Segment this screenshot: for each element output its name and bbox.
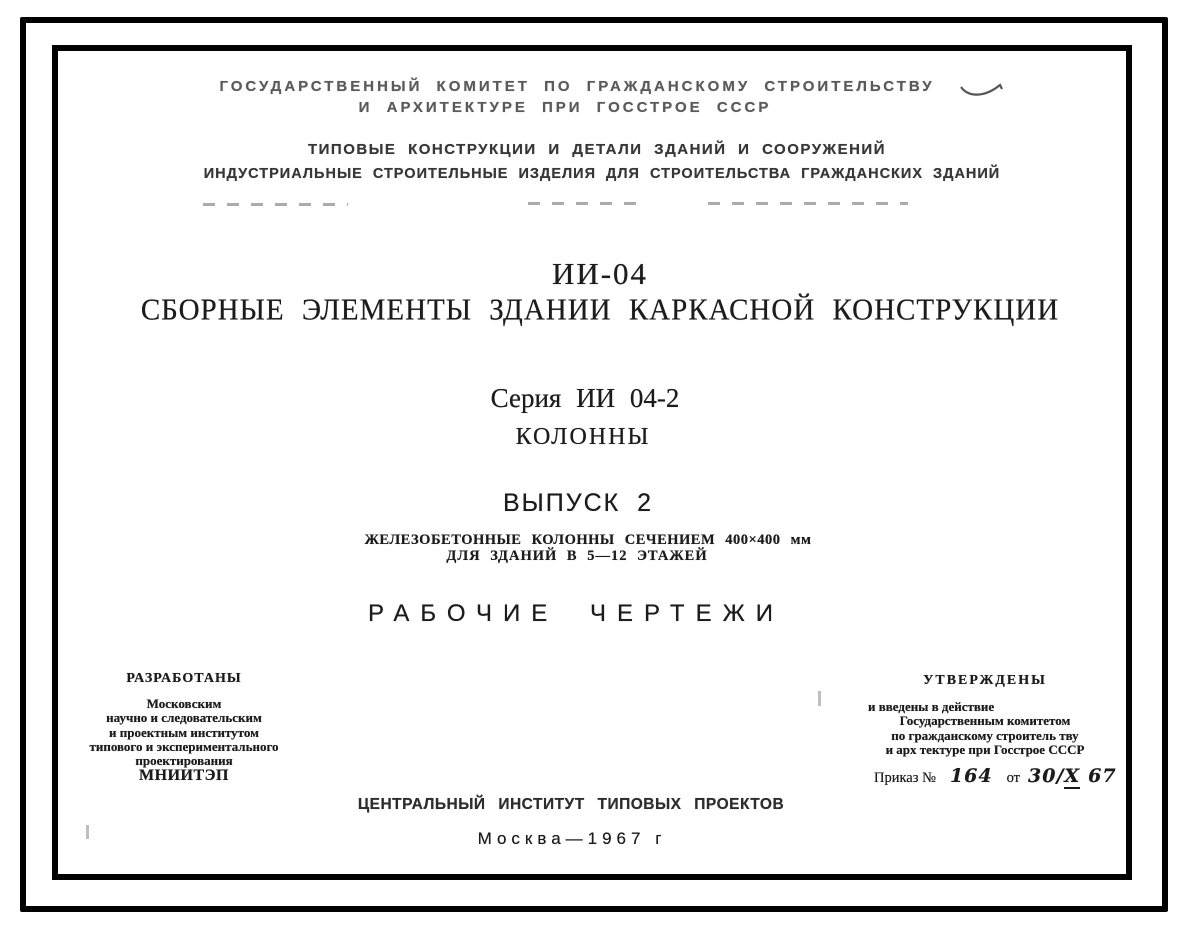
order-year-handwritten: 67 [1088,765,1117,788]
issue-description-line2: ДЛЯ ЗДАНИЙ В 5—12 ЭТАЖЕЙ [446,548,708,564]
developed-by-block [68,672,300,783]
developed-line: и проектным институтом [108,724,259,740]
approved-heading: УТВЕРЖДЕНЫ [923,673,1047,688]
developed-line: научно и следовательским [106,710,262,726]
issue-number: ВЫПУСК 2 [502,489,654,517]
scan-squiggle-mark [958,80,1006,102]
developed-heading: РАЗРАБОТАНЫ [126,671,242,686]
committee-name-line2: И АРХИТЕКТУРЕ ПРИ ГОССТРОЕ СССР [358,99,772,116]
developed-line: проектирования [135,753,233,769]
faded-rule-segment [528,202,648,205]
scan-tick-mark [818,691,821,706]
approved-line: Государственным комитетом [899,713,1071,729]
approved-line: и введены в действие [868,699,995,715]
document-title: СБОРНЫЕ ЭЛЕМЕНТЫ ЗДАНИИ КАРКАСНОЙ КОНСТРУКЦИИ [140,293,1060,327]
city-and-year: Москва—1967 г [477,829,667,848]
issue-description-line1: ЖЕЛЕЗОБЕТОННЫЕ КОЛОННЫ СЕЧЕНИЕМ 400×400 мм [364,532,812,548]
approved-by-block [858,673,1117,788]
approved-line: и арх тектуре при Госстрое СССР [885,741,1085,757]
order-from-label: от [1006,770,1021,787]
publisher-name: ЦЕНТРАЛЬНЫЙ ИНСТИТУТ ТИПОВЫХ ПРОЕКТОВ [357,796,785,813]
faded-rule-segment [203,203,348,206]
order-day-handwritten: 30/ [1028,765,1065,788]
document-type: РАБОЧИЕ ЧЕРТЕЖИ [368,600,784,627]
series-number: Серия ИИ 04-2 [490,383,680,413]
developed-line: Московским [146,696,222,712]
faded-rule-segment [708,202,908,205]
developed-line: типового и экспериментального [89,738,279,754]
series-header-line2: ИНДУСТРИАЛЬНЫЕ СТРОИТЕЛЬНЫЕ ИЗДЕЛИЯ ДЛЯ СТРОИТЕЛЬСТВА ГРАЖДАНСКИХ ЗДАНИЙ [203,166,1001,182]
document-code: ИИ-04 [551,256,649,291]
approved-line: по гражданскому строитель тву [891,727,1079,743]
series-header-line1: ТИПОВЫЕ КОНСТРУКЦИИ И ДЕТАЛИ ЗДАНИЙ И СООРУЖЕНИЙ [307,141,886,158]
order-line [858,765,1117,788]
order-label: Приказ № [874,770,936,787]
committee-name-line1: ГОСУДАРСТВЕННЫЙ КОМИТЕТ ПО ГРАЖДАНСКОМУ СТРОИТЕЛЬСТВУ [219,78,935,95]
institute-abbreviation: МНИИТЭП [139,767,229,785]
order-number-handwritten: 164 [949,765,993,788]
series-subject: КОЛОННЫ [515,424,651,450]
order-month-handwritten: X [1064,765,1081,788]
